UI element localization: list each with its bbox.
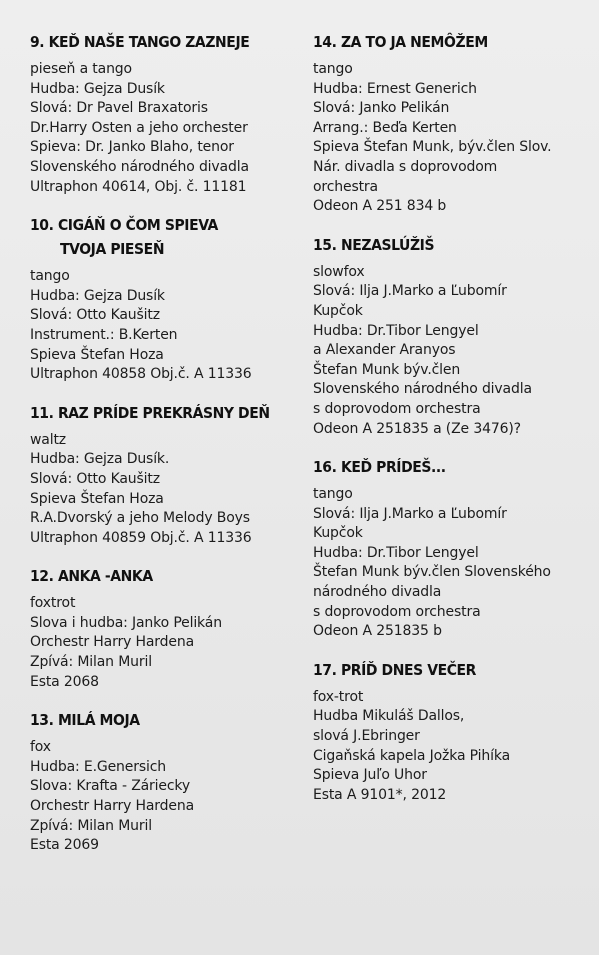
track-genre: foxtrot [30, 595, 76, 612]
track-credit: Slová: Ilja J.Marko a Ľubomír [313, 283, 507, 300]
track-credit: Kupčok [313, 525, 363, 542]
track-credit: Orchestr Harry Hardena [30, 798, 195, 815]
track-credit: s doprovodom orchestra [313, 603, 481, 620]
track-credit: Slova: Krafta - Záriecky [30, 778, 191, 795]
track-credit: Štefan Munk býv.člen Slovenského [313, 564, 551, 581]
track-genre: fox-trot [313, 688, 364, 705]
track-15 [313, 233, 583, 439]
track-title-line-2: TVOJA PIESEŇ [60, 240, 165, 259]
track-17 [313, 658, 583, 806]
track-title: 13. MILÁ MOJA [30, 711, 140, 730]
track-credit: Slová: Ilja J.Marko a Ľubomír [313, 505, 507, 522]
track-genre: tango [313, 61, 353, 77]
track-title: 11. RAZ PRÍDE PREKRÁSNY DEŇ [30, 403, 270, 422]
track-genre: fox [30, 739, 51, 756]
track-catalog: Esta 2068 [30, 673, 99, 690]
track-credit: Arrang.: Beďa Kerten [313, 119, 457, 136]
track-credit: Slová: Dr Pavel Braxatoris [30, 100, 208, 117]
track-credit: slová J.Ebringer [313, 728, 420, 745]
track-title: 16. KEĎ PRÍDEŠ... [313, 458, 446, 477]
track-catalog: Ultraphon 40614, Obj. č. 11181 [30, 178, 247, 195]
track-title: 12. ANKA -ANKA [30, 567, 153, 586]
track-credit: Slovenského národného divadla [313, 381, 532, 398]
track-title-line-1: 10. CIGÁŇ O ČOM SPIEVA [30, 216, 218, 235]
track-catalog: Odeon A 251835 b [313, 623, 442, 640]
track-credit: a Alexander Aranyos [313, 342, 456, 359]
track-title: 17. PRÍĎ DNES VEČER [313, 660, 477, 679]
track-credit: Zpívá: Milan Muril [30, 817, 152, 834]
track-catalog: Odeon A 251835 a (Ze 3476)? [313, 420, 521, 437]
track-credit: Cigaňská kapela Jožka Pihíka [313, 747, 511, 764]
track-credit: Hudba: Gejza Dusík. [30, 451, 170, 468]
track-credit: Slova i hudba: Janko Pelikán [30, 614, 222, 631]
track-title: 14. ZA TO JA NEMÔŽEM [313, 33, 488, 51]
track-credit: Hudba: Ernest Generich [313, 80, 477, 97]
track-credit: Spieva Štefan Hoza [30, 490, 164, 507]
track-credit: Hudba: E.Genersich [30, 758, 166, 775]
track-credit: Hudba: Gejza Dusík [30, 80, 165, 97]
track-credit: Hudba Mikuláš Dallos, [313, 708, 465, 725]
track-14 [313, 30, 583, 217]
track-credit: Nár. divadla s doprovodom [313, 158, 498, 175]
track-credit: Hudba: Dr.Tibor Lengyel [313, 322, 479, 339]
track-title: 15. NEZASLÚŽIŠ [313, 235, 435, 254]
track-credit: Slová: Janko Pelikán [313, 100, 450, 117]
track-credit: národného divadla [313, 584, 442, 601]
track-credit: Slová: Otto Kaušitz [30, 307, 160, 324]
track-credit: Hudba: Dr.Tibor Lengyel [313, 544, 479, 561]
track-credit: Dr.Harry Osten a jeho orchester [30, 119, 248, 136]
track-genre: pieseň a tango [30, 61, 132, 77]
track-title [30, 213, 292, 261]
left-column [30, 30, 292, 872]
track-title: 9. KEĎ NAŠE TANGO ZAZNEJE [30, 33, 250, 51]
track-11 [30, 401, 292, 549]
track-credit: Štefan Munk býv.člen [313, 361, 461, 378]
track-credit: Kupčok [313, 302, 363, 319]
track-genre: waltz [30, 431, 67, 448]
track-catalog: Odeon A 251 834 b [313, 198, 447, 215]
track-12 [30, 564, 292, 692]
track-genre: tango [313, 486, 353, 503]
track-credit: Spieva Štefan Hoza [30, 346, 164, 363]
track-10 [30, 213, 292, 385]
track-credit: Instrument.: B.Kerten [30, 326, 178, 343]
track-catalog: Ultraphon 40858 Obj.č. A 11336 [30, 366, 252, 383]
track-credit: orchestra [313, 178, 378, 195]
track-credit: Spieva: Dr. Janko Blaho, tenor [30, 139, 234, 156]
track-credit: Orchestr Harry Hardena [30, 634, 195, 651]
track-credit: Spieva Juľo Uhor [313, 767, 427, 784]
track-credit: Zpívá: Milan Muril [30, 654, 152, 671]
track-catalog: Esta 2069 [30, 837, 99, 854]
track-9 [30, 30, 292, 197]
track-16 [313, 455, 583, 642]
right-column [313, 30, 583, 821]
track-13 [30, 708, 292, 856]
track-genre: tango [30, 268, 70, 285]
track-credit: Slová: Otto Kaušitz [30, 470, 160, 487]
track-credit: s doprovodom orchestra [313, 400, 481, 417]
track-credit: R.A.Dvorský a jeho Melody Boys [30, 510, 250, 527]
track-credit: Slovenského národného divadla [30, 158, 249, 175]
track-genre: slowfox [313, 263, 365, 280]
track-credit: Hudba: Gejza Dusík [30, 287, 165, 304]
track-credit: Spieva Štefan Munk, býv.člen Slov. [313, 139, 552, 156]
track-catalog: Ultraphon 40859 Obj.č. A 11336 [30, 529, 252, 546]
track-catalog: Esta A 9101*, 2012 [313, 786, 447, 803]
